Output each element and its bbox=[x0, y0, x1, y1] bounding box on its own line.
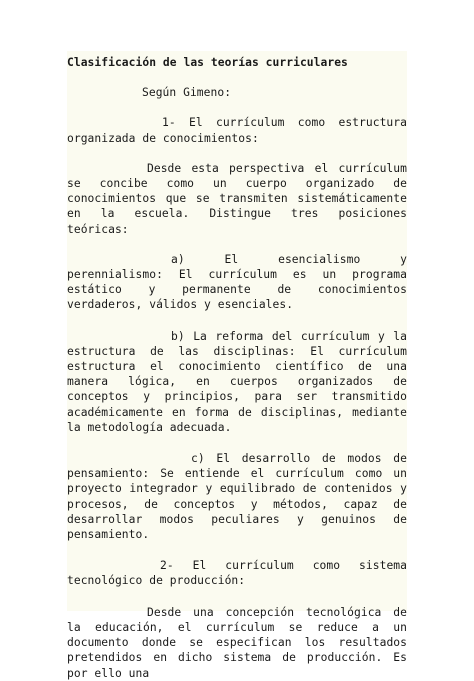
section-1-heading: 1- El currículum como estructura organizada de conocimientos: bbox=[67, 116, 407, 145]
item-c-paragraph: c) El desarrollo de modos de pensamiento: Se entiende el currículum como un proyecto integrador y equilibrado de contenidos y procesos, de conceptos y métodos, capaz de desarrollar modos peculiares y genuinos de pensamiento. bbox=[67, 452, 407, 542]
section-2-paragraph: Desde una concepción tecnológica de la educación, el currículum se reduce a un documento donde se especifican los resultados pretendidos en dicho sistema de producción. Es por ello una bbox=[67, 605, 407, 680]
item-b-paragraph: b) La reforma del currículum y la estructura de las disciplinas: El currículum estructura el conocimiento científico de una manera lógica, en cuerpos organizados de conceptos y principios, para ser transmitido académicamente en forma de disciplinas, mediante la metodología adecuada. bbox=[67, 329, 407, 434]
item-a-paragraph: a) El esencialismo y perennialismo: El currículum es un programa estático y permanente de conocimientos verdaderos, válidos y esenciales. bbox=[67, 252, 407, 312]
document-title: Clasificación de las teorías curriculares bbox=[67, 56, 348, 69]
document-body bbox=[67, 55, 407, 681]
section-1-paragraph: Desde esta perspectiva el currículum se concibe como un cuerpo organizado de conocimientos que se transmiten sistemáticamente en la escuela. Distingue tres posiciones teóricas: bbox=[67, 161, 407, 236]
author-line: Según Gimeno: bbox=[142, 86, 232, 100]
section-2-heading: 2- El currículum como sistema tecnológico de producción: bbox=[67, 559, 407, 588]
